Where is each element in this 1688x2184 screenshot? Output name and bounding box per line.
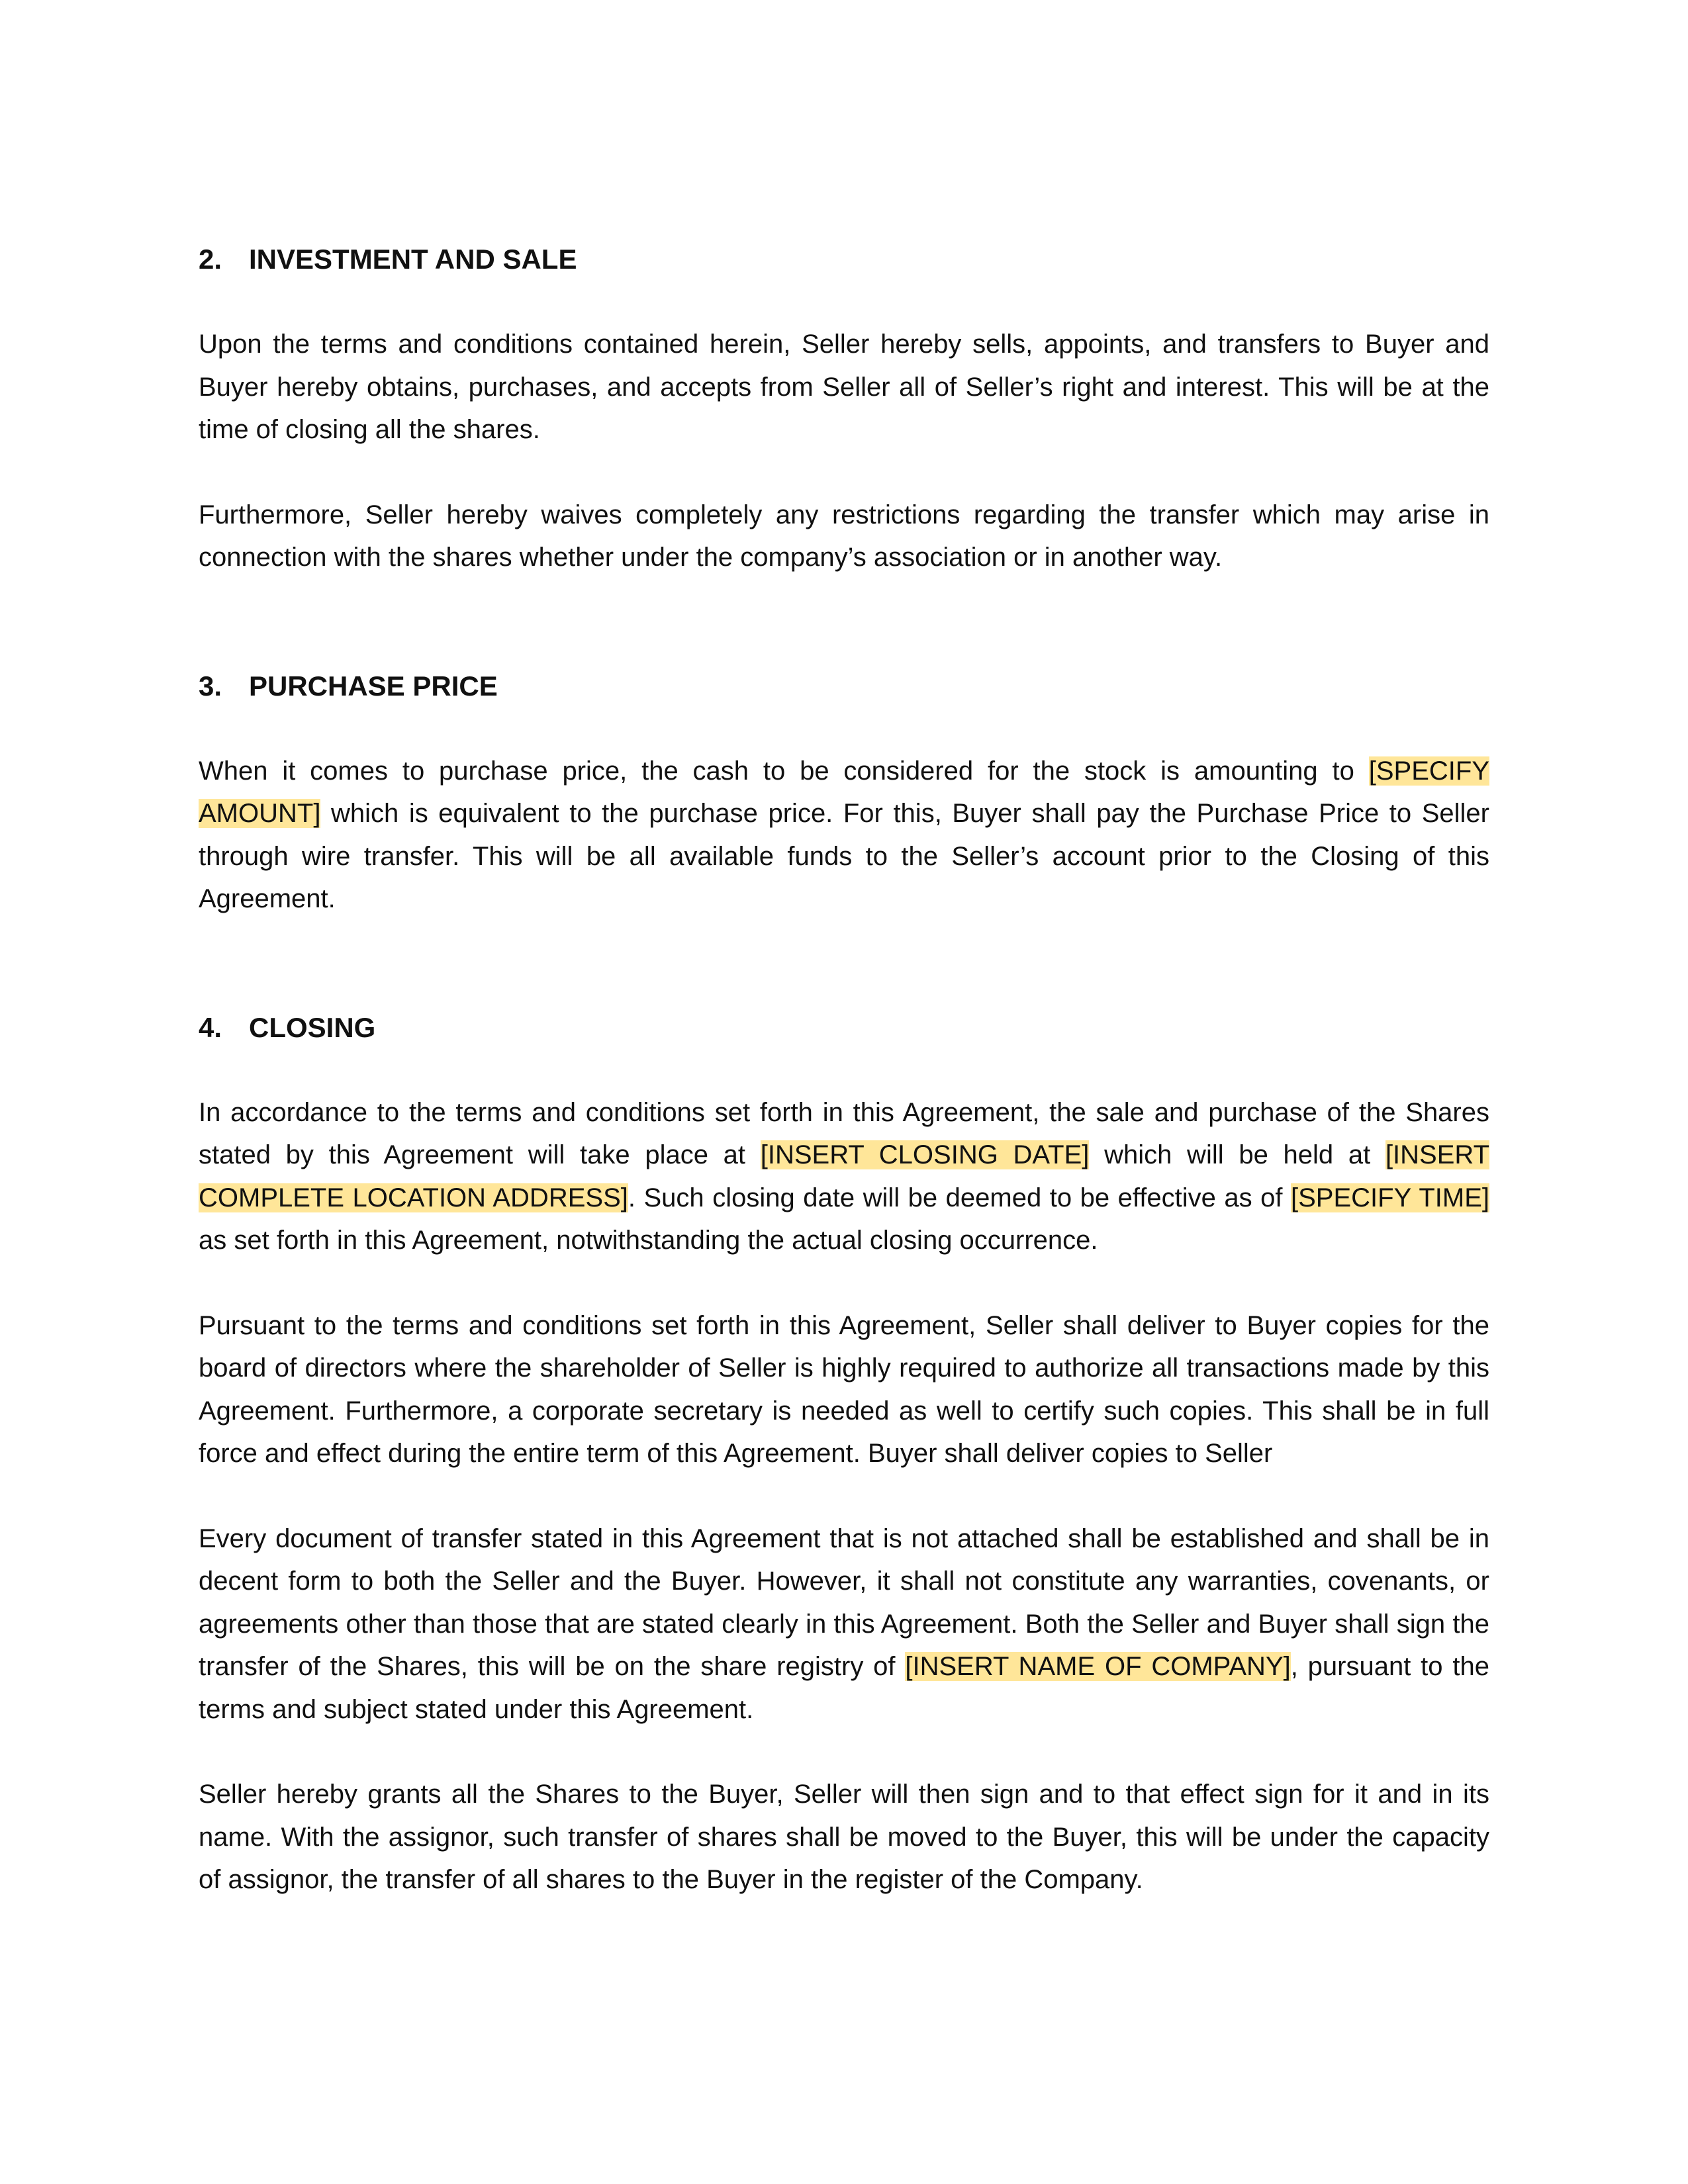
section-title: CLOSING xyxy=(249,1011,376,1043)
paragraph: Pursuant to the terms and conditions set forth in this Agreement, Seller shall deliver to Buyer copies for the board of directors where the shareholder of Seller is highly required to authorize all transactions made by this Agreement. Furthermore, a corporate secretary is needed as well to certify such copies. This shall be in full force and effect during the entire term of this Agreement. Buyer shall deliver copies to Seller xyxy=(199,1310,1489,1468)
placeholder-company-name: [INSERT NAME OF COMPANY] xyxy=(905,1652,1291,1681)
document-page xyxy=(199,238,1489,1901)
placeholder-amount: [SPECIFY AMOUNT] xyxy=(199,756,1489,828)
section-title: INVESTMENT AND SALE xyxy=(249,244,577,275)
section-number: 4. xyxy=(199,1011,222,1043)
section-heading xyxy=(199,238,1489,281)
section-closing xyxy=(199,1007,1489,1901)
placeholder-closing-date: [INSERT CLOSING DATE] xyxy=(760,1140,1090,1169)
paragraph-text: which will be held at xyxy=(1089,1140,1385,1169)
section-number: 3. xyxy=(199,670,222,702)
paragraph-text: In accordance to the terms and conditions set forth in this Agreement, the sale and purchase of the Shares stated by this Agreement will take place at xyxy=(199,1097,1489,1169)
paragraph-text: Every document of transfer stated in this Agreement that is not attached shall be established and shall be in decent form to both the Seller and the Buyer. However, it shall not constitute any warranties, covenants, or agreements other than those that are stated clearly in this Agreement. Both the Seller and Buyer shall sign the transfer of the Shares, this will be on the share registry of xyxy=(199,1524,1489,1681)
paragraph xyxy=(199,1091,1489,1262)
section-heading xyxy=(199,665,1489,707)
placeholder-location-address: [INSERT COMPLETE LOCATION ADDRESS] xyxy=(199,1140,1490,1212)
paragraph: Upon the terms and conditions contained herein, Seller hereby sells, appoints, and transfers to Buyer and Buyer hereby obtains, purchases, and accepts from Seller all of Seller’s right and interest. This will be at the time of closing all the shares. xyxy=(199,330,1489,444)
paragraph-text: . Such closing date will be deemed to be effective as of xyxy=(628,1183,1291,1212)
paragraph-text: as set forth in this Agreement, notwithstanding the actual closing occurrence. xyxy=(199,1226,1098,1255)
paragraph: Furthermore, Seller hereby waives completely any restrictions regarding the transfer which may arise in connection with the shares whether under the company’s association or in another way. xyxy=(199,500,1489,572)
paragraph-text: , pursuant to the terms and subject stated under this Agreement. xyxy=(199,1652,1489,1724)
section-title: PURCHASE PRICE xyxy=(249,670,498,702)
section-purchase-price xyxy=(199,665,1489,921)
paragraph xyxy=(199,750,1489,921)
paragraph-text: which is equivalent to the purchase price. For this, Buyer shall pay the Purchase Price to Seller through wire transfer. This will be all available funds to the Seller’s account prior to the Closing of this Agreement. xyxy=(199,799,1489,913)
paragraph: Seller hereby grants all the Shares to the Buyer, Seller will then sign and to that effect sign for it and in its name. With the assignor, such transfer of shares shall be moved to the Buyer, this will be under the capacity of assignor, the transfer of all shares to the Buyer in the register of the Company. xyxy=(199,1780,1489,1894)
placeholder-time: [SPECIFY TIME] xyxy=(1291,1183,1490,1212)
paragraph-text: When it comes to purchase price, the cash to be considered for the stock is amounting to xyxy=(199,756,1369,786)
section-investment-and-sale xyxy=(199,238,1489,579)
section-number: 2. xyxy=(199,244,222,275)
section-heading xyxy=(199,1007,1489,1049)
paragraph xyxy=(199,1518,1489,1731)
